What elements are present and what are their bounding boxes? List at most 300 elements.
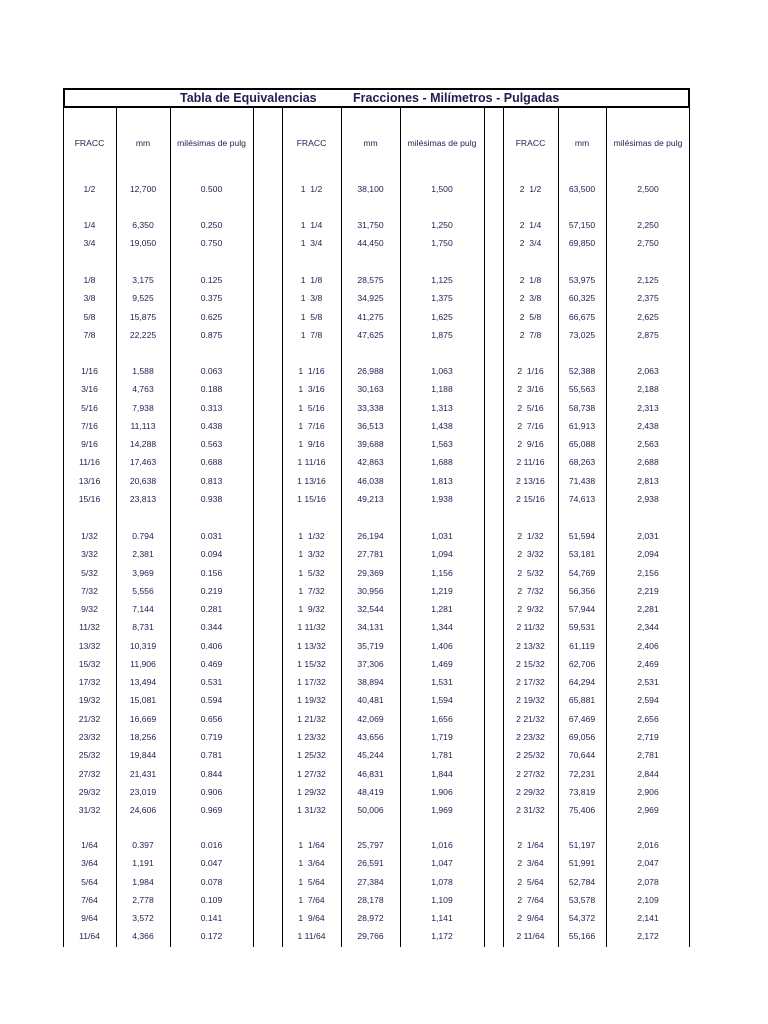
table-cell-mm: 34,131 <box>357 622 384 633</box>
table-cell-mm: 52,388 <box>568 366 596 376</box>
table-cell-pulg: 1,875 <box>431 329 453 340</box>
table-cell-mm: 13,494 <box>129 677 157 688</box>
table-cell-fracc: 1 17/32 <box>297 677 326 688</box>
table-cell-fracc: 2 15/32 <box>516 658 545 669</box>
table-cell-fracc: 11/64 <box>79 931 100 942</box>
table-cell-pulg: 0.406 <box>200 640 223 651</box>
table-cell-pulg: 0.625 <box>200 311 223 322</box>
table-cell-pulg: 0.438 <box>200 420 223 431</box>
table-cell-fracc: 3/64 <box>81 858 98 869</box>
table-cell-fracc: 1 3/64 <box>298 858 325 869</box>
table-cell-mm: 67,469 <box>568 713 596 724</box>
table-cell-pulg: 0.375 <box>200 293 223 304</box>
table-cell-mm: 1,984 <box>132 876 154 887</box>
table-cell-mm: 11,906 <box>130 658 156 669</box>
table-cell-fracc: 1 15/32 <box>297 658 326 669</box>
table-cell-fracc: 1 5/32 <box>298 567 325 578</box>
table-cell-fracc: 2 1/16 <box>517 366 544 376</box>
table-cell-pulg: 2,016 <box>637 840 659 850</box>
table-cell-pulg: 2,938 <box>637 493 659 504</box>
table-cell-mm: 49,213 <box>357 493 384 504</box>
table-cell-fracc: 1 9/64 <box>298 913 325 924</box>
table-cell-mm: 15,081 <box>129 695 157 706</box>
column-divider <box>170 108 171 947</box>
table-cell-fracc: 2 9/16 <box>517 439 544 450</box>
table-cell-fracc: 2 1/32 <box>517 531 544 541</box>
table-cell-fracc: 2 31/32 <box>516 805 545 815</box>
table-cell-mm: 44,450 <box>357 238 384 249</box>
table-cell-pulg: 2,594 <box>637 695 659 706</box>
table-cell-fracc: 2 13/32 <box>516 640 545 651</box>
table-cell-pulg: 2,156 <box>637 567 659 578</box>
table-cell-mm: 20,638 <box>129 475 157 486</box>
table-cell-mm: 5,556 <box>132 585 154 596</box>
table-cell-pulg: 2,719 <box>637 732 659 742</box>
table-cell-pulg: 2,094 <box>637 549 659 560</box>
table-cell-pulg: 2,125 <box>637 275 659 285</box>
column-divider <box>116 108 117 947</box>
column-header-pulg: milésimas de pulg <box>407 138 477 148</box>
table-cell-fracc: 2 9/64 <box>517 913 544 924</box>
table-cell-mm: 29,766 <box>357 931 384 942</box>
table-cell-pulg: 2,531 <box>637 677 659 688</box>
table-cell-mm: 57,150 <box>568 220 596 230</box>
table-cell-pulg: 1,938 <box>431 493 453 504</box>
table-cell-fracc: 2 7/16 <box>517 420 544 431</box>
table-cell-fracc: 29/32 <box>78 786 101 797</box>
table-cell-fracc: 1 11/16 <box>297 457 326 468</box>
table-cell-fracc: 27/32 <box>78 768 101 779</box>
table-cell-pulg: 1,109 <box>431 894 453 905</box>
table-cell-mm: 4,763 <box>132 384 154 395</box>
table-cell-pulg: 0.250 <box>200 220 223 230</box>
table-cell-fracc: 2 5/16 <box>517 402 544 413</box>
table-cell-fracc: 1 21/32 <box>297 713 326 724</box>
table-cell-fracc: 2 17/32 <box>516 677 545 688</box>
table-cell-pulg: 1,375 <box>431 293 453 304</box>
table-cell-pulg: 0.344 <box>200 622 223 633</box>
table-cell-fracc: 1 1/4 <box>300 220 323 230</box>
table-cell-mm: 63,500 <box>568 184 596 194</box>
table-cell-mm: 18,256 <box>129 732 157 742</box>
table-cell-fracc: 1 29/32 <box>297 786 326 797</box>
table-cell-fracc: 1/2 <box>83 184 96 194</box>
table-cell-pulg: 1,063 <box>431 366 453 376</box>
table-cell-fracc: 5/16 <box>81 402 98 413</box>
table-cell-fracc: 2 1/2 <box>519 184 542 194</box>
table-cell-mm: 7,938 <box>132 402 154 413</box>
column-header-mm: mm <box>363 138 378 148</box>
table-cell-fracc: 21/32 <box>78 713 101 724</box>
table-cell-pulg: 2,281 <box>637 604 659 615</box>
table-cell-mm: 46,831 <box>357 768 384 779</box>
table-cell-fracc: 9/32 <box>81 604 98 615</box>
table-cell-pulg: 1,219 <box>431 585 453 596</box>
column-divider <box>503 108 504 947</box>
table-cell-mm: 27,781 <box>357 549 384 560</box>
table-cell-mm: 61,119 <box>569 640 595 651</box>
table-cell-mm: 74,613 <box>568 493 596 504</box>
title-bar <box>63 88 690 108</box>
table-cell-mm: 42,069 <box>357 713 384 724</box>
table-cell-fracc: 1 23/32 <box>297 732 326 742</box>
table-cell-fracc: 2 11/16 <box>516 457 545 468</box>
table-cell-mm: 54,769 <box>568 567 596 578</box>
table-cell-fracc: 2 7/64 <box>517 894 544 905</box>
table-cell-pulg: 1,141 <box>431 913 453 924</box>
table-cell-mm: 12,700 <box>129 184 157 194</box>
table-cell-pulg: 2,313 <box>637 402 659 413</box>
table-cell-mm: 39,688 <box>357 439 384 450</box>
table-cell-mm: 6,350 <box>132 220 154 230</box>
table-cell-fracc: 1 7/8 <box>300 329 323 340</box>
table-cell-mm: 54,372 <box>568 913 596 924</box>
table-cell-pulg: 0.750 <box>200 238 223 249</box>
table-cell-fracc: 1 25/32 <box>297 750 326 761</box>
table-cell-mm: 59,531 <box>568 622 596 633</box>
table-cell-fracc: 9/16 <box>81 439 98 450</box>
column-header-pulg: milésimas de pulg <box>613 138 683 148</box>
table-cell-pulg: 0.938 <box>200 493 223 504</box>
table-cell-fracc: 17/32 <box>78 677 101 688</box>
table-cell-fracc: 1 19/32 <box>297 695 326 706</box>
table-cell-fracc: 1 9/16 <box>298 439 325 450</box>
table-cell-mm: 68,263 <box>568 457 596 468</box>
column-header-fracc: FRACC <box>74 138 105 148</box>
table-cell-mm: 3,175 <box>132 275 154 285</box>
table-cell-mm: 2,381 <box>132 549 154 560</box>
table-cell-pulg: 0.031 <box>200 531 223 541</box>
column-header-pulg: milésimas de pulg <box>177 138 246 148</box>
table-cell-mm: 22,225 <box>129 329 157 340</box>
table-cell-mm: 60,325 <box>568 293 596 304</box>
table-cell-mm: 53,578 <box>568 894 596 905</box>
table-cell-fracc: 15/32 <box>78 658 101 669</box>
table-cell-fracc: 2 5/8 <box>519 311 542 322</box>
table-cell-fracc: 23/32 <box>78 732 101 742</box>
table-cell-fracc: 2 19/32 <box>516 695 545 706</box>
table-cell-pulg: 2,625 <box>637 311 659 322</box>
table-cell-pulg: 1,281 <box>431 604 453 615</box>
table-cell-pulg: 0.141 <box>200 913 223 924</box>
table-cell-fracc: 7/8 <box>83 329 96 340</box>
table-cell-fracc: 1 15/16 <box>297 493 326 504</box>
table-cell-fracc: 1 13/32 <box>297 640 326 651</box>
column-divider <box>282 108 283 947</box>
table-cell-pulg: 1,094 <box>431 549 453 560</box>
table-cell-mm: 65,088 <box>568 439 596 450</box>
table-cell-pulg: 2,250 <box>637 220 659 230</box>
table-cell-fracc: 3/4 <box>83 238 96 249</box>
table-cell-pulg: 2,344 <box>637 622 659 633</box>
column-header-mm: mm <box>574 138 590 148</box>
table-cell-mm: 62,706 <box>568 658 596 669</box>
table-cell-pulg: 2,656 <box>637 713 659 724</box>
table-cell-fracc: 1 1/8 <box>300 275 323 285</box>
table-cell-mm: 16,669 <box>129 713 157 724</box>
table-cell-pulg: 2,031 <box>637 531 659 541</box>
table-cell-pulg: 2,500 <box>637 184 659 194</box>
table-cell-fracc: 25/32 <box>78 750 101 761</box>
table-cell-pulg: 1,688 <box>431 457 453 468</box>
table-cell-mm: 2,778 <box>132 894 154 905</box>
table-cell-mm: 42,863 <box>357 457 384 468</box>
table-cell-fracc: 2 5/32 <box>517 567 544 578</box>
table-cell-mm: 57,944 <box>568 604 596 615</box>
table-cell-pulg: 1,406 <box>431 640 453 651</box>
table-cell-pulg: 1,016 <box>431 840 453 850</box>
table-cell-fracc: 1 7/16 <box>298 420 325 431</box>
table-cell-mm: 51,991 <box>568 858 596 869</box>
table-cell-fracc: 1 1/16 <box>298 366 325 376</box>
table-cell-fracc: 3/8 <box>83 293 96 304</box>
table-cell-pulg: 1,156 <box>431 567 453 578</box>
table-cell-fracc: 2 15/16 <box>516 493 545 504</box>
table-cell-pulg: 1,125 <box>431 275 453 285</box>
table-cell-mm: 24,606 <box>129 805 157 815</box>
table-cell-fracc: 2 25/32 <box>516 750 545 761</box>
table-cell-pulg: 1,531 <box>431 677 453 688</box>
table-cell-pulg: 0.172 <box>200 931 223 942</box>
table-cell-mm: 47,625 <box>357 329 384 340</box>
table-cell-fracc: 1/32 <box>81 531 98 541</box>
table-cell-pulg: 0.016 <box>200 840 223 850</box>
table-cell-fracc: 1/64 <box>81 840 98 850</box>
table-cell-fracc: 7/32 <box>81 585 98 596</box>
table-cell-mm: 40,481 <box>357 695 384 706</box>
table-cell-mm: 3,572 <box>132 913 154 924</box>
table-cell-pulg: 0.875 <box>200 329 223 340</box>
table-cell-pulg: 0.094 <box>200 549 223 560</box>
table-cell-mm: 25,797 <box>357 840 384 850</box>
table-cell-pulg: 1,078 <box>431 876 453 887</box>
table-cell-pulg: 2,438 <box>637 420 659 431</box>
table-cell-pulg: 1,172 <box>431 931 453 942</box>
table-cell-fracc: 9/64 <box>81 913 98 924</box>
table-cell-pulg: 2,219 <box>637 585 659 596</box>
table-cell-mm: 28,972 <box>357 913 384 924</box>
table-cell-mm: 26,988 <box>357 366 384 376</box>
column-header-fracc: FRACC <box>515 138 546 148</box>
table-cell-pulg: 2,375 <box>637 293 659 304</box>
table-cell-fracc: 1 5/16 <box>298 402 325 413</box>
table-cell-pulg: 0.047 <box>200 858 223 869</box>
table-cell-mm: 52,784 <box>568 876 596 887</box>
table-cell-pulg: 1,438 <box>431 420 453 431</box>
table-cell-pulg: 1,469 <box>431 658 453 669</box>
table-cell-mm: 64,294 <box>568 677 596 688</box>
table-cell-mm: 23,019 <box>129 786 157 797</box>
table-cell-pulg: 2,063 <box>637 366 659 376</box>
column-divider <box>484 108 485 947</box>
table-cell-pulg: 0.313 <box>200 402 223 413</box>
table-cell-fracc: 1/4 <box>83 220 96 230</box>
table-cell-fracc: 2 1/4 <box>519 220 542 230</box>
table-cell-mm: 73,819 <box>568 786 596 797</box>
table-cell-fracc: 2 9/32 <box>517 604 544 615</box>
table-cell-fracc: 3/16 <box>81 384 98 395</box>
table-cell-pulg: 0.469 <box>200 658 223 669</box>
table-cell-pulg: 0.844 <box>200 768 223 779</box>
table-cell-fracc: 1 7/32 <box>298 585 325 596</box>
table-cell-mm: 0.794 <box>132 531 154 541</box>
table-cell-fracc: 3/32 <box>81 549 98 560</box>
table-cell-mm: 3,969 <box>132 567 154 578</box>
table-cell-pulg: 0.813 <box>200 475 223 486</box>
table-cell-mm: 21,431 <box>129 768 157 779</box>
table-cell-pulg: 2,813 <box>637 475 659 486</box>
table-cell-pulg: 0.109 <box>200 894 223 905</box>
table-cell-mm: 14,288 <box>129 439 157 450</box>
table-cell-fracc: 1 3/32 <box>298 549 325 560</box>
table-cell-pulg: 0.125 <box>200 275 223 285</box>
table-cell-fracc: 11/16 <box>79 457 100 468</box>
table-cell-fracc: 2 3/32 <box>517 549 544 560</box>
table-cell-mm: 70,644 <box>568 750 596 761</box>
table-cell-pulg: 1,031 <box>431 531 453 541</box>
table-cell-pulg: 1,719 <box>431 732 453 742</box>
table-cell-fracc: 2 7/8 <box>519 329 542 340</box>
table-cell-pulg: 0.219 <box>200 585 223 596</box>
table-cell-fracc: 1 5/64 <box>298 876 325 887</box>
table-cell-mm: 15,875 <box>129 311 157 322</box>
table-cell-fracc: 1 1/32 <box>298 531 325 541</box>
table-cell-mm: 36,513 <box>357 420 384 431</box>
table-cell-mm: 1,191 <box>132 858 154 869</box>
table-cell-mm: 38,100 <box>357 184 384 194</box>
table-cell-mm: 38,894 <box>357 677 384 688</box>
table-cell-pulg: 1,563 <box>431 439 453 450</box>
table-cell-mm: 34,925 <box>357 293 384 304</box>
table-cell-pulg: 1,344 <box>431 622 453 633</box>
table-cell-fracc: 2 3/4 <box>519 238 542 249</box>
table-cell-mm: 48,419 <box>357 786 384 797</box>
column-divider <box>253 108 254 947</box>
table-cell-fracc: 2 3/8 <box>519 293 542 304</box>
table-cell-fracc: 15/16 <box>78 493 101 504</box>
table-cell-mm: 33,338 <box>357 402 384 413</box>
table-cell-fracc: 2 11/32 <box>516 622 545 633</box>
table-cell-mm: 55,166 <box>568 931 596 942</box>
table-cell-fracc: 1 9/32 <box>298 604 325 615</box>
table-cell-fracc: 1 11/32 <box>297 622 326 633</box>
table-cell-pulg: 2,688 <box>637 457 659 468</box>
table-cell-mm: 8,731 <box>132 622 154 633</box>
table-cell-mm: 26,194 <box>357 531 384 541</box>
table-cell-fracc: 2 21/32 <box>516 713 545 724</box>
table-cell-mm: 28,575 <box>357 275 384 285</box>
table-cell-mm: 17,463 <box>129 457 157 468</box>
table-cell-pulg: 0.781 <box>200 750 223 761</box>
table-cell-pulg: 1,500 <box>431 184 453 194</box>
table-cell-pulg: 1,844 <box>431 768 453 779</box>
table-cell-mm: 50,006 <box>357 805 384 815</box>
table-cell-pulg: 1,594 <box>431 695 453 706</box>
table-cell-pulg: 0.188 <box>200 384 223 395</box>
table-cell-mm: 45,244 <box>357 750 384 761</box>
table-cell-mm: 43,656 <box>357 732 384 742</box>
table-cell-mm: 4,366 <box>132 931 154 942</box>
table-cell-fracc: 1 5/8 <box>300 311 323 322</box>
table-cell-mm: 23,813 <box>129 493 157 504</box>
table-cell-fracc: 2 13/16 <box>516 475 545 486</box>
table-cell-pulg: 1,313 <box>431 402 453 413</box>
table-cell-pulg: 2,781 <box>637 750 659 761</box>
table-cell-mm: 30,956 <box>357 585 384 596</box>
table-cell-pulg: 1,813 <box>431 475 453 486</box>
table-cell-mm: 19,050 <box>129 238 157 249</box>
table-cell-fracc: 5/8 <box>83 311 96 322</box>
column-divider <box>558 108 559 947</box>
table-cell-pulg: 0.531 <box>200 677 223 688</box>
table-cell-fracc: 1 31/32 <box>297 805 326 815</box>
table-cell-pulg: 0.063 <box>200 366 223 376</box>
table-cell-pulg: 1,250 <box>431 220 453 230</box>
table-cell-mm: 37,306 <box>357 658 384 669</box>
table-cell-fracc: 2 27/32 <box>516 768 545 779</box>
table-cell-fracc: 1 27/32 <box>297 768 326 779</box>
table-cell-mm: 26,591 <box>357 858 384 869</box>
table-cell-pulg: 2,906 <box>637 786 659 797</box>
table-cell-fracc: 1/8 <box>83 275 96 285</box>
table-cell-pulg: 2,875 <box>637 329 659 340</box>
table-cell-mm: 53,975 <box>568 275 596 285</box>
table-cell-fracc: 1 3/16 <box>298 384 325 395</box>
table-cell-mm: 69,056 <box>568 732 596 742</box>
table-cell-fracc: 7/64 <box>81 894 98 905</box>
table-cell-fracc: 13/16 <box>78 475 101 486</box>
table-cell-mm: 51,594 <box>568 531 596 541</box>
table-cell-mm: 32,544 <box>357 604 384 615</box>
table-subtitle: Fracciones - Milímetros - Pulgadas <box>353 91 560 105</box>
table-cell-pulg: 1,656 <box>431 713 453 724</box>
table-cell-mm: 73,025 <box>568 329 596 340</box>
table-cell-pulg: 1,625 <box>431 311 453 322</box>
table-cell-fracc: 31/32 <box>78 805 101 815</box>
table-cell-fracc: 2 3/64 <box>517 858 544 869</box>
table-cell-mm: 58,738 <box>568 402 596 413</box>
table-cell-mm: 61,913 <box>568 420 596 431</box>
table-cell-mm: 30,163 <box>357 384 384 395</box>
column-header-mm: mm <box>135 138 151 148</box>
table-cell-fracc: 2 29/32 <box>516 786 545 797</box>
table-cell-mm: 56,356 <box>568 585 596 596</box>
table-cell-mm: 7,144 <box>132 604 154 615</box>
table-cell-fracc: 1 13/16 <box>297 475 326 486</box>
table-cell-pulg: 0.594 <box>200 695 223 706</box>
table-cell-pulg: 0.563 <box>200 439 223 450</box>
table-cell-pulg: 2,563 <box>637 439 659 450</box>
table-cell-pulg: 1,781 <box>431 750 453 761</box>
table-cell-mm: 9,525 <box>132 293 154 304</box>
table-cell-pulg: 1,047 <box>431 858 453 869</box>
table-cell-pulg: 2,172 <box>637 931 659 942</box>
equivalence-table-sheet <box>63 88 690 947</box>
table-cell-fracc: 2 11/64 <box>516 931 545 942</box>
table-cell-fracc: 19/32 <box>78 695 101 706</box>
table-cell-pulg: 2,141 <box>637 913 659 924</box>
table-cell-mm: 55,563 <box>568 384 596 395</box>
table-cell-mm: 11,113 <box>130 420 156 431</box>
table-cell-mm: 10,319 <box>129 640 157 651</box>
table-cell-pulg: 1,750 <box>431 238 453 249</box>
table-cell-pulg: 0.719 <box>200 732 223 742</box>
table-cell-mm: 72,231 <box>568 768 596 779</box>
table-cell-fracc: 1 1/64 <box>298 840 325 850</box>
table-cell-fracc: 1 3/8 <box>300 293 323 304</box>
table-cell-mm: 75,406 <box>568 805 596 815</box>
table-cell-mm: 19,844 <box>129 750 157 761</box>
